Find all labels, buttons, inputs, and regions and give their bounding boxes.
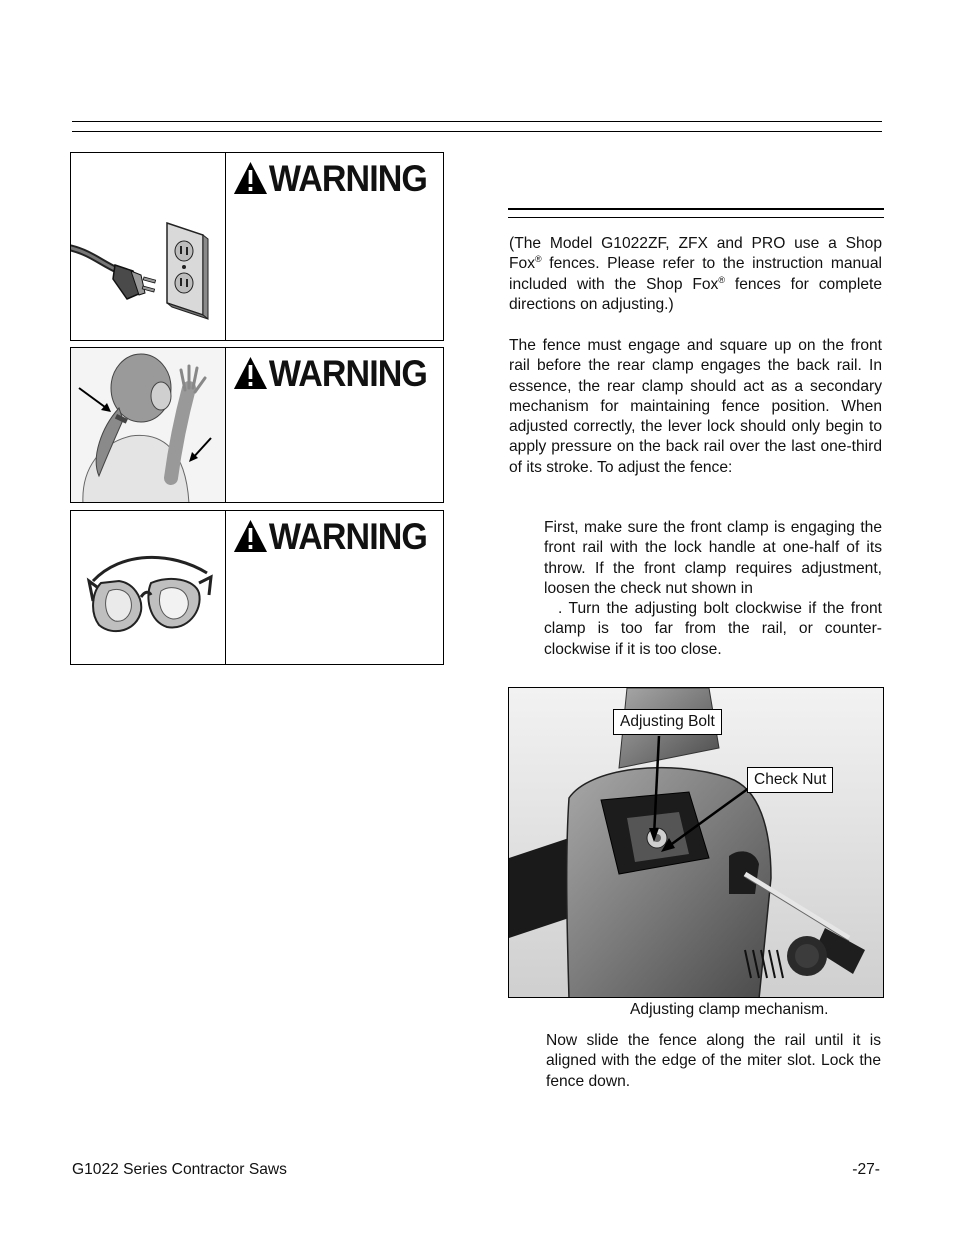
safety-glasses-illustration — [71, 511, 226, 664]
page-number: -27- — [852, 1161, 880, 1178]
person-tied-hair-icon — [71, 348, 225, 502]
footer-title: G1022 Series Contractor Saws — [72, 1161, 287, 1178]
intro-text-2: fences. Please refer to the instruction manual included with the Shop Fox — [509, 255, 882, 293]
warning-box-electrical — [70, 152, 444, 341]
callout-adjusting-bolt: Adjusting Bolt — [613, 709, 722, 735]
registered-mark: ® — [718, 274, 725, 285]
figure-caption: Adjusting clamp mechanism. — [630, 1001, 829, 1018]
step-1-paragraph — [544, 518, 882, 660]
safety-glasses-icon — [71, 511, 225, 664]
warning-box-eye — [70, 510, 444, 665]
warning-triangle-icon — [233, 356, 268, 390]
warning-banner-label: WARNING — [268, 158, 427, 199]
intro-text-1: (The Model G1022ZF, ZFX and PRO use a Shop Fox — [509, 235, 882, 273]
warning-box-hair — [70, 347, 444, 503]
tied-hair-illustration — [71, 348, 226, 502]
warning-banner-label: WARNING — [268, 353, 427, 394]
section-rule-thin — [508, 217, 884, 218]
intro-text-3: fences for complete directions on adjusting.) — [509, 275, 882, 313]
intro-paragraph — [509, 234, 882, 315]
section-rule — [508, 208, 884, 210]
step-2-paragraph: Now slide the fence along the rail until it is aligned with the edge of the miter slot. Lock the fence down. — [546, 1032, 881, 1090]
plug-outlet-icon — [71, 153, 225, 340]
warning-banner-label: WARNING — [268, 516, 427, 557]
warning-triangle-icon — [233, 161, 268, 195]
warning-banner — [233, 517, 427, 557]
warning-banner — [233, 159, 427, 199]
clamp-mechanism-photo — [508, 687, 884, 998]
step-1-text-a: First, make sure the front clamp is engaging the front rail with the lock handle at one-half of its throw. If the front clamp requires adjustment, loosen the check nut shown in — [544, 519, 882, 597]
callout-check-nut: Check Nut — [747, 767, 833, 793]
header-rule-bottom — [72, 131, 882, 132]
step-1-text-b: . Turn the adjusting bolt clockwise if the front clamp is too far from the rail, or counter-clockwise if it is too close. — [544, 600, 882, 658]
warning-banner — [233, 354, 427, 394]
registered-mark: ® — [535, 254, 542, 265]
warning-triangle-icon — [233, 519, 268, 553]
fence-paragraph: The fence must engage and square up on the front rail before the rear clamp engages the back rail. In essence, the rear clamp should act as a secondary mechanism for maintaining fence position. When adjusted correctly, the lever lock should only begin to apply pressure on the back rail over the last one-third of its stroke. To adjust the fence: — [509, 337, 882, 476]
plug-outlet-illustration — [71, 153, 226, 340]
header-rule-top — [72, 121, 882, 122]
